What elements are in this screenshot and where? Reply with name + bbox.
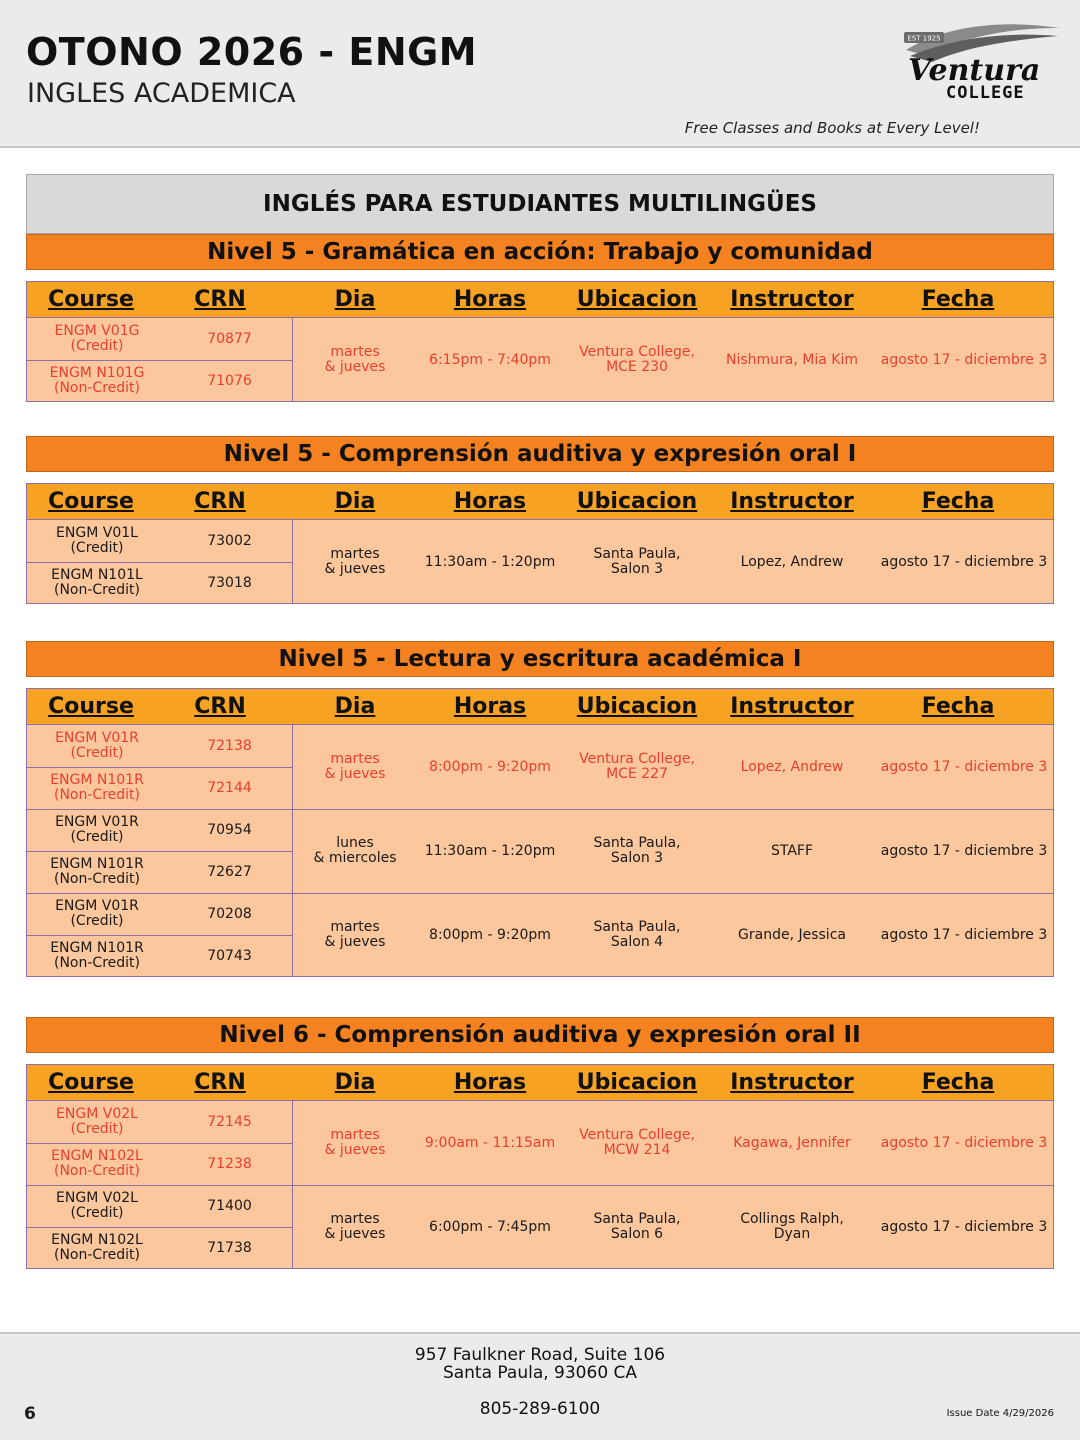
course-group bbox=[27, 1065, 1053, 1268]
dia-value: martes & jueves bbox=[324, 1127, 386, 1158]
course-group bbox=[27, 689, 1053, 976]
ubicacion-value: Santa Paula, Salon 6 bbox=[593, 1211, 681, 1242]
page-header bbox=[0, 0, 1080, 148]
level-title: Nivel 5 - Lectura y escritura académica I bbox=[26, 641, 1054, 677]
fecha-value: agosto 17 - diciembre 3 bbox=[880, 1218, 1048, 1235]
column-header-ubicacion: Ubicacion bbox=[576, 1070, 698, 1095]
horas-value: 6:15pm - 7:40pm bbox=[429, 351, 551, 368]
instructor-value: Collings Ralph, Dyan bbox=[740, 1211, 844, 1242]
course-code: ENGM V01R (Credit) bbox=[55, 730, 139, 761]
column-header-course: Course bbox=[48, 489, 134, 514]
horas-value: 8:00pm - 9:20pm bbox=[429, 926, 551, 943]
instructor-value: Grande, Jessica bbox=[738, 926, 846, 943]
address-line-1: 957 Faulkner Road, Suite 106 bbox=[414, 1345, 666, 1365]
column-header-fecha: Fecha bbox=[921, 489, 995, 514]
ubicacion-value: Santa Paula, Salon 3 bbox=[593, 835, 681, 866]
horas-value: 11:30am - 1:20pm bbox=[424, 553, 556, 570]
ventura-college-logo bbox=[888, 22, 1066, 106]
dia-value: martes & jueves bbox=[324, 546, 386, 577]
course-code: ENGM V01G (Credit) bbox=[54, 323, 140, 354]
column-header-dia: Dia bbox=[334, 287, 376, 312]
column-header-crn: CRN bbox=[194, 1070, 246, 1095]
crn-value: 70877 bbox=[207, 330, 252, 347]
column-header-fecha: Fecha bbox=[921, 694, 995, 719]
level-title: Nivel 6 - Comprensión auditiva y expresión oral II bbox=[26, 1017, 1054, 1053]
ubicacion-value: Santa Paula, Salon 4 bbox=[593, 919, 681, 950]
fecha-value: agosto 17 - diciembre 3 bbox=[880, 926, 1048, 943]
instructor-value: Lopez, Andrew bbox=[740, 553, 844, 570]
ubicacion-value: Santa Paula, Salon 3 bbox=[593, 546, 681, 577]
column-header-dia: Dia bbox=[334, 694, 376, 719]
horas-value: 9:00am - 11:15am bbox=[424, 1134, 556, 1151]
column-header-horas: Horas bbox=[453, 489, 527, 514]
horas-value: 6:00pm - 7:45pm bbox=[429, 1218, 551, 1235]
course-code: ENGM N101G (Non-Credit) bbox=[49, 365, 145, 396]
column-header-fecha: Fecha bbox=[921, 287, 995, 312]
column-header-ubicacion: Ubicacion bbox=[576, 694, 698, 719]
crn-value: 72145 bbox=[207, 1113, 252, 1130]
column-header-crn: CRN bbox=[194, 287, 246, 312]
crn-value: 70208 bbox=[207, 905, 252, 922]
crn-value: 72144 bbox=[207, 779, 252, 796]
fecha-value: agosto 17 - diciembre 3 bbox=[880, 351, 1048, 368]
dia-value: martes & jueves bbox=[324, 751, 386, 782]
course-code: ENGM V01R (Credit) bbox=[55, 814, 139, 845]
column-header-course: Course bbox=[48, 1070, 134, 1095]
course-code: ENGM V02L (Credit) bbox=[56, 1106, 138, 1137]
course-code: ENGM N102L (Non-Credit) bbox=[51, 1232, 143, 1263]
dia-value: martes & jueves bbox=[324, 344, 386, 375]
logo-est: EST 1925 bbox=[907, 34, 941, 43]
column-header-ubicacion: Ubicacion bbox=[576, 489, 698, 514]
course-code: ENGM N102L (Non-Credit) bbox=[51, 1148, 143, 1179]
instructor-value: Kagawa, Jennifer bbox=[733, 1134, 851, 1151]
schedule-table bbox=[26, 1064, 1054, 1269]
column-header-instructor: Instructor bbox=[730, 694, 854, 719]
fecha-value: agosto 17 - diciembre 3 bbox=[880, 1134, 1048, 1151]
crn-value: 71738 bbox=[207, 1239, 252, 1256]
schedule-table bbox=[26, 483, 1054, 604]
crn-value: 73018 bbox=[207, 574, 252, 591]
course-code: ENGM V02L (Credit) bbox=[56, 1190, 138, 1221]
level-title: Nivel 5 - Comprensión auditiva y expresión oral I bbox=[26, 436, 1054, 472]
ubicacion-value: Ventura College, MCW 214 bbox=[579, 1127, 695, 1158]
crn-value: 72138 bbox=[207, 737, 252, 754]
course-group bbox=[27, 484, 1053, 603]
horas-value: 8:00pm - 9:20pm bbox=[429, 758, 551, 775]
crn-value: 71400 bbox=[207, 1197, 252, 1214]
course-code: ENGM V01L (Credit) bbox=[56, 525, 138, 556]
page-footer bbox=[0, 1332, 1080, 1440]
crn-value: 71076 bbox=[207, 372, 252, 389]
crn-value: 71238 bbox=[207, 1155, 252, 1172]
column-header-crn: CRN bbox=[194, 694, 246, 719]
ubicacion-value: Ventura College, MCE 227 bbox=[579, 751, 695, 782]
column-header-course: Course bbox=[48, 287, 134, 312]
ubicacion-value: Ventura College, MCE 230 bbox=[579, 344, 695, 375]
column-header-horas: Horas bbox=[453, 287, 527, 312]
logo-graphic bbox=[888, 22, 1066, 106]
tagline: Free Classes and Books at Every Level! bbox=[684, 119, 980, 137]
fecha-value: agosto 17 - diciembre 3 bbox=[880, 758, 1048, 775]
column-header-horas: Horas bbox=[453, 694, 527, 719]
issue-date: Issue Date 4/29/2026 bbox=[946, 1408, 1054, 1419]
address-line-2: Santa Paula, 93060 CA bbox=[442, 1363, 638, 1383]
course-code: ENGM N101R (Non-Credit) bbox=[50, 772, 144, 803]
horas-value: 11:30am - 1:20pm bbox=[424, 842, 556, 859]
logo-college: COLLEGE bbox=[946, 83, 1025, 103]
fecha-value: agosto 17 - diciembre 3 bbox=[880, 842, 1048, 859]
column-header-instructor: Instructor bbox=[730, 489, 854, 514]
column-header-horas: Horas bbox=[453, 1070, 527, 1095]
column-header-instructor: Instructor bbox=[730, 1070, 854, 1095]
logo-name: Ventura bbox=[908, 53, 1041, 88]
column-header-instructor: Instructor bbox=[730, 287, 854, 312]
course-group bbox=[27, 282, 1053, 401]
level-title: Nivel 5 - Gramática en acción: Trabajo y comunidad bbox=[26, 234, 1054, 270]
instructor-value: Nishmura, Mia Kim bbox=[726, 351, 858, 368]
dia-value: lunes & miercoles bbox=[313, 835, 397, 866]
phone-number: 805-289-6100 bbox=[479, 1399, 601, 1419]
course-code: ENGM N101R (Non-Credit) bbox=[50, 940, 144, 971]
instructor-value: Lopez, Andrew bbox=[740, 758, 844, 775]
instructor-value: STAFF bbox=[770, 842, 814, 859]
page-title: OTONO 2026 - ENGM bbox=[26, 30, 478, 74]
dia-value: martes & jueves bbox=[324, 1211, 386, 1242]
page-number: 6 bbox=[24, 1404, 36, 1424]
course-code: ENGM N101L (Non-Credit) bbox=[51, 567, 143, 598]
crn-value: 73002 bbox=[207, 532, 252, 549]
column-header-fecha: Fecha bbox=[921, 1070, 995, 1095]
column-header-dia: Dia bbox=[334, 1070, 376, 1095]
column-header-ubicacion: Ubicacion bbox=[576, 287, 698, 312]
column-header-crn: CRN bbox=[194, 489, 246, 514]
dia-value: martes & jueves bbox=[324, 919, 386, 950]
column-header-course: Course bbox=[48, 694, 134, 719]
fecha-value: agosto 17 - diciembre 3 bbox=[880, 553, 1048, 570]
page-subtitle: INGLES ACADEMICA bbox=[27, 78, 296, 109]
schedule-table bbox=[26, 281, 1054, 402]
column-header-dia: Dia bbox=[334, 489, 376, 514]
course-code: ENGM V01R (Credit) bbox=[55, 898, 139, 929]
crn-value: 72627 bbox=[207, 863, 252, 880]
crn-value: 70743 bbox=[207, 947, 252, 964]
program-banner: INGLÉS PARA ESTUDIANTES MULTILINGÜES bbox=[26, 174, 1054, 234]
crn-value: 70954 bbox=[207, 821, 252, 838]
course-code: ENGM N101R (Non-Credit) bbox=[50, 856, 144, 887]
schedule-table bbox=[26, 688, 1054, 977]
